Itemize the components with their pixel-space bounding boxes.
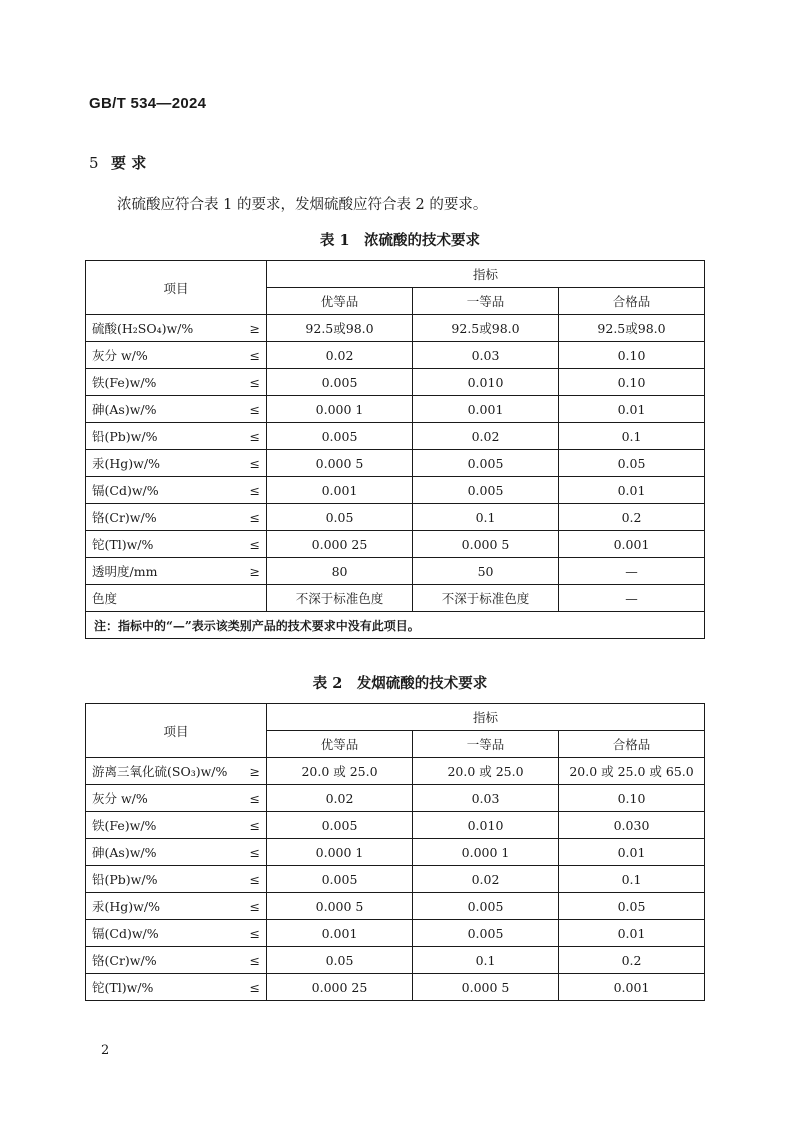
table2-row xyxy=(86,812,705,839)
table1-col-indicator: 指标 xyxy=(267,261,705,288)
table2-value-cell: 0.001 xyxy=(267,920,413,947)
table1-value-cell: 0.005 xyxy=(267,369,413,396)
table2-grade-first: 一等品 xyxy=(413,731,559,758)
table1-item-cell: 灰分 w/% xyxy=(86,342,241,369)
table1-value-cell: 0.02 xyxy=(267,342,413,369)
table1-item-cell: 铬(Cr)w/% xyxy=(86,504,241,531)
table1-value-cell: 50 xyxy=(413,558,559,585)
table2-value-cell: 0.01 xyxy=(559,839,705,866)
section-number: 5 xyxy=(89,154,99,172)
standard-number: GB/T 534—2024 xyxy=(89,95,207,112)
table1-value-cell: 0.000 1 xyxy=(267,396,413,423)
table2-item-cell: 铅(Pb)w/% xyxy=(86,866,241,893)
table1-operator-cell: ≤ xyxy=(241,477,267,504)
table1 xyxy=(85,260,705,639)
table1-value-cell: 0.10 xyxy=(559,369,705,396)
table2-item-cell: 砷(As)w/% xyxy=(86,839,241,866)
table1-header-row xyxy=(86,261,705,288)
table1-value-cell: 0.001 xyxy=(267,477,413,504)
table2-row xyxy=(86,974,705,1001)
intro-paragraph: 浓硫酸应符合表 1 的要求，发烟硫酸应符合表 2 的要求。 xyxy=(117,197,488,213)
table1-value-cell: — xyxy=(559,585,705,612)
table1-value-cell: 0.10 xyxy=(559,342,705,369)
table2-value-cell: 0.1 xyxy=(559,866,705,893)
table2-header-row xyxy=(86,704,705,731)
table1-value-cell: 0.001 xyxy=(559,531,705,558)
table2-value-cell: 0.05 xyxy=(559,893,705,920)
table2-row xyxy=(86,785,705,812)
table1-value-cell: 92.5或98.0 xyxy=(267,315,413,342)
table1-value-cell: — xyxy=(559,558,705,585)
table2-row xyxy=(86,758,705,785)
table1-row xyxy=(86,450,705,477)
table2-value-cell: 0.10 xyxy=(559,785,705,812)
table1-row xyxy=(86,504,705,531)
table1-value-cell: 92.5或98.0 xyxy=(413,315,559,342)
table1-row xyxy=(86,342,705,369)
table2-value-cell: 0.01 xyxy=(559,920,705,947)
table1-row xyxy=(86,369,705,396)
table2-value-cell: 0.000 5 xyxy=(267,893,413,920)
table2-col-item: 项目 xyxy=(86,704,267,758)
table2-value-cell: 20.0 或 25.0 xyxy=(267,758,413,785)
table1-value-cell: 0.01 xyxy=(559,477,705,504)
table2-item-cell: 汞(Hg)w/% xyxy=(86,893,241,920)
table1-item-cell: 色度 xyxy=(86,585,241,612)
table2-item-cell: 铁(Fe)w/% xyxy=(86,812,241,839)
table1-operator-cell: ≥ xyxy=(241,315,267,342)
table2-row xyxy=(86,920,705,947)
table1-value-cell: 0.1 xyxy=(559,423,705,450)
table2-value-cell: 0.02 xyxy=(413,866,559,893)
table1-grade-premium: 优等品 xyxy=(267,288,413,315)
table1-operator-cell xyxy=(241,585,267,612)
table1-item-cell: 镉(Cd)w/% xyxy=(86,477,241,504)
table2-item-cell: 灰分 w/% xyxy=(86,785,241,812)
table2-operator-cell: ≥ xyxy=(241,758,267,785)
table2-value-cell: 20.0 或 25.0 或 65.0 xyxy=(559,758,705,785)
table2-row xyxy=(86,893,705,920)
table1-value-cell: 0.010 xyxy=(413,369,559,396)
table1-item-cell: 铊(Tl)w/% xyxy=(86,531,241,558)
table1-item-cell: 铅(Pb)w/% xyxy=(86,423,241,450)
table2-item-cell: 镉(Cd)w/% xyxy=(86,920,241,947)
table1-value-cell: 0.000 5 xyxy=(413,531,559,558)
table2-operator-cell: ≤ xyxy=(241,920,267,947)
table2-caption: 表 2 发烟硫酸的技术要求 xyxy=(312,675,488,692)
table2-value-cell: 0.030 xyxy=(559,812,705,839)
table1-item-cell: 硫酸(H₂SO₄)w/% xyxy=(86,315,241,342)
table2-value-cell: 0.005 xyxy=(413,893,559,920)
table1-row xyxy=(86,531,705,558)
table1-operator-cell: ≤ xyxy=(241,450,267,477)
table1-item-cell: 透明度/mm xyxy=(86,558,241,585)
table2-row xyxy=(86,839,705,866)
table2-operator-cell: ≤ xyxy=(241,947,267,974)
table2-operator-cell: ≤ xyxy=(241,893,267,920)
table2-value-cell: 0.000 25 xyxy=(267,974,413,1001)
table2-operator-cell: ≤ xyxy=(241,839,267,866)
table1-value-cell: 80 xyxy=(267,558,413,585)
table2-col-indicator: 指标 xyxy=(267,704,705,731)
table1-operator-cell: ≤ xyxy=(241,531,267,558)
table1-value-cell: 0.005 xyxy=(413,450,559,477)
table1-operator-cell: ≤ xyxy=(241,423,267,450)
table1-operator-cell: ≥ xyxy=(241,558,267,585)
table1-row xyxy=(86,423,705,450)
table1-value-cell: 92.5或98.0 xyxy=(559,315,705,342)
section-heading xyxy=(89,152,146,173)
table1-operator-cell: ≤ xyxy=(241,396,267,423)
table2-item-cell: 铬(Cr)w/% xyxy=(86,947,241,974)
section-title: 要 求 xyxy=(111,154,147,172)
table1-operator-cell: ≤ xyxy=(241,369,267,396)
table1-value-cell: 0.03 xyxy=(413,342,559,369)
table1-value-cell: 不深于标准色度 xyxy=(267,585,413,612)
table2-value-cell: 0.005 xyxy=(267,866,413,893)
table2-operator-cell: ≤ xyxy=(241,866,267,893)
table1-item-cell: 汞(Hg)w/% xyxy=(86,450,241,477)
table1-row xyxy=(86,558,705,585)
table1-value-cell: 不深于标准色度 xyxy=(413,585,559,612)
table2-value-cell: 0.2 xyxy=(559,947,705,974)
table2-grade-qualified: 合格品 xyxy=(559,731,705,758)
table1-grade-qualified: 合格品 xyxy=(559,288,705,315)
table1-row xyxy=(86,315,705,342)
table2-value-cell: 0.005 xyxy=(267,812,413,839)
table2-value-cell: 0.000 5 xyxy=(413,974,559,1001)
table2-value-cell: 0.1 xyxy=(413,947,559,974)
table1-value-cell: 0.05 xyxy=(559,450,705,477)
table1-note: 注：指标中的“—”表示该类别产品的技术要求中没有此项目。 xyxy=(86,612,705,639)
table1-value-cell: 0.05 xyxy=(267,504,413,531)
table2-value-cell: 0.001 xyxy=(559,974,705,1001)
table2-value-cell: 0.000 1 xyxy=(267,839,413,866)
table2-grade-premium: 优等品 xyxy=(267,731,413,758)
table1-value-cell: 0.005 xyxy=(267,423,413,450)
table1-row xyxy=(86,477,705,504)
table2-item-cell: 游离三氧化硫(SO₃)w/% xyxy=(86,758,241,785)
table2-value-cell: 0.005 xyxy=(413,920,559,947)
table1-value-cell: 0.000 5 xyxy=(267,450,413,477)
table2-value-cell: 0.010 xyxy=(413,812,559,839)
table1-note-row xyxy=(86,612,705,639)
table1-item-cell: 砷(As)w/% xyxy=(86,396,241,423)
table2-value-cell: 0.03 xyxy=(413,785,559,812)
table2-value-cell: 0.000 1 xyxy=(413,839,559,866)
table1-value-cell: 0.000 25 xyxy=(267,531,413,558)
table2-value-cell: 20.0 或 25.0 xyxy=(413,758,559,785)
table2-operator-cell: ≤ xyxy=(241,974,267,1001)
table1-value-cell: 0.01 xyxy=(559,396,705,423)
table2-value-cell: 0.02 xyxy=(267,785,413,812)
table1-value-cell: 0.005 xyxy=(413,477,559,504)
table1-col-item: 项目 xyxy=(86,261,267,315)
table2-row xyxy=(86,866,705,893)
table1-row xyxy=(86,585,705,612)
table1-item-cell: 铁(Fe)w/% xyxy=(86,369,241,396)
table2-operator-cell: ≤ xyxy=(241,812,267,839)
table1-caption: 表 1 浓硫酸的技术要求 xyxy=(319,232,481,249)
table1-value-cell: 0.001 xyxy=(413,396,559,423)
table1-value-cell: 0.1 xyxy=(413,504,559,531)
table2-operator-cell: ≤ xyxy=(241,785,267,812)
page-number: 2 xyxy=(101,1043,110,1058)
table1-value-cell: 0.02 xyxy=(413,423,559,450)
table1-value-cell: 0.2 xyxy=(559,504,705,531)
table1-grade-first: 一等品 xyxy=(413,288,559,315)
table1-operator-cell: ≤ xyxy=(241,504,267,531)
table2-item-cell: 铊(Tl)w/% xyxy=(86,974,241,1001)
table2 xyxy=(85,703,705,1001)
table2-value-cell: 0.05 xyxy=(267,947,413,974)
table1-operator-cell: ≤ xyxy=(241,342,267,369)
table1-row xyxy=(86,396,705,423)
table2-row xyxy=(86,947,705,974)
